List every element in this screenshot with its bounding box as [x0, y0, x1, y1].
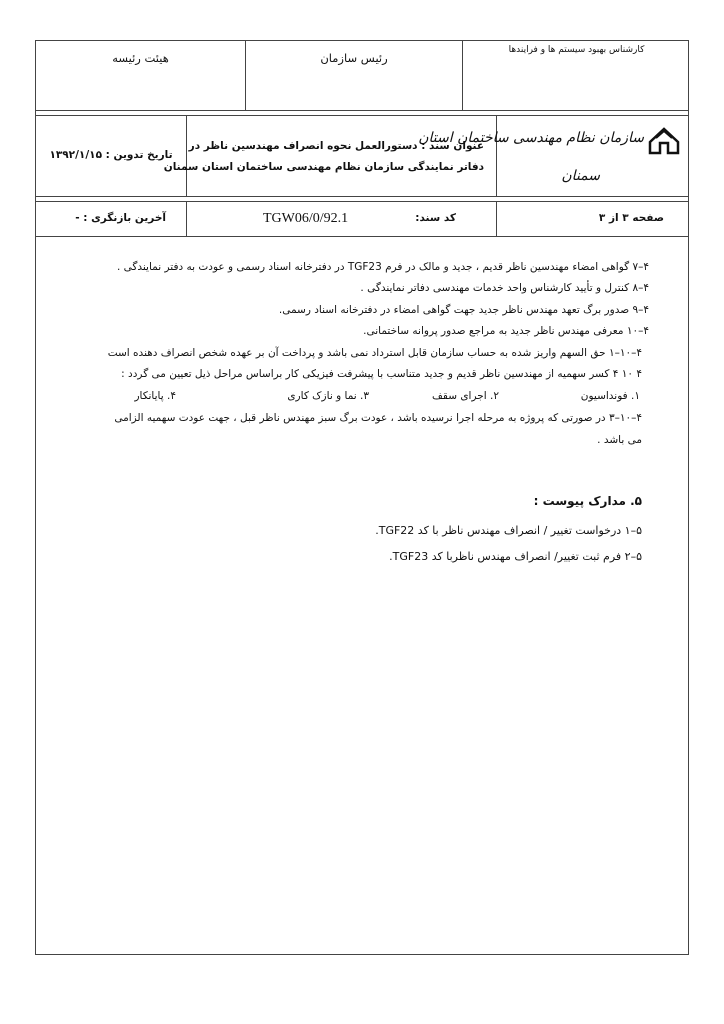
attachment-item: ۵–۲ فرم ثبت تغییر/ انصراف مهندس ناظربا کد TGF23.	[389, 550, 642, 563]
board-label: هیئت رئیسه	[112, 51, 169, 65]
title-cell	[163, 116, 496, 196]
stage-4: ۴. پایانکار	[134, 390, 176, 402]
board-cell	[36, 41, 245, 110]
signature-row	[36, 41, 688, 111]
title-line-1: عنوان سند : دستورالعمل نحوه انصراف مهندسین ناظر در	[188, 140, 484, 152]
organization-name: سازمان نظام مهندسی ساختمان استان	[418, 130, 644, 146]
revision-label: آخرین بازنگری : -	[75, 212, 166, 224]
page-label: صفحه ۳ از ۳	[598, 212, 664, 224]
body-line-4-10: ۴–۱۰ معرفی مهندس ناظر جدید به مراجع صدور پروانه ساختمانی.	[363, 325, 649, 337]
title-line-2: دفاتر نمایندگی سازمان نظام مهندسی ساختمان استان سمنان	[163, 161, 484, 173]
organization-city: سمنان	[561, 168, 600, 184]
body-line-4-10-1: ۴–۱۰–۱ حق السهم واریز شده به حساب سازمان قابل استرداد نمی باشد و پرداخت آن بر عهده شخص انصراف دهنده است	[107, 347, 642, 359]
code-row	[36, 201, 688, 237]
body-line-4-8: ۴–۸ کنترل و تأیید کارشناس واحد خدمات مهندسی دفاتر نمایندگی .	[360, 282, 649, 294]
expert-label: کارشناس بهبود سیستم ها و فرایندها	[508, 45, 645, 55]
body-line-4-10-2: ۴ ۱۰ ۴ کسر سهمیه از مهندسین ناظر قدیم و جدید متناسب با پیشرفت فیزیکی کار براساس مراحل ذیل تعیین می گردد :	[121, 368, 642, 380]
code-cell	[186, 202, 496, 236]
date-label: تاریخ تدوین : ۱۳۹۲/۱/۱۵	[49, 149, 173, 161]
body-line-continuation: می باشد .	[597, 434, 642, 446]
code-label: کد سند:	[415, 212, 456, 224]
title-row	[36, 115, 688, 197]
stage-1: ۱. فونداسیون	[580, 390, 640, 402]
logo-cell	[418, 116, 690, 196]
stage-2: ۲. اجرای سقف	[432, 390, 499, 402]
code-value: TGW06/0/92.1	[263, 211, 349, 226]
expert-cell	[462, 41, 690, 110]
attachment-item: ۵–۱ درخواست تغییر / انصراف مهندس ناظر با کد TGF22.	[375, 524, 642, 537]
attachments-heading: ۵. مدارک پیوست :	[533, 494, 642, 508]
president-cell	[245, 41, 462, 110]
stage-3: ۳. نما و نازک کاری	[287, 390, 369, 402]
body-line-4-9: ۴–۹ صدور برگ تعهد مهندس ناظر جدید جهت گواهی امضاء در دفترخانه اسناد رسمی.	[278, 304, 649, 316]
president-label: رئیس سازمان	[320, 51, 388, 65]
organization-logo-icon	[648, 126, 680, 156]
body-line-4-10-3: ۴–۱۰–۳ در صورتی که پروژه به مرحله اجرا نرسیده باشد ، عودت برگ سبز مهندس ناظر قبل ، جهت عودت سهمیه الزامی	[114, 412, 642, 424]
body-line-4-7: ۴–۷ گواهی امضاء مهندسین ناظر قدیم ، جدید و مالک در فرم TGF23 در دفترخانه اسناد رسمی و عودت به دفتر نمایندگی .	[116, 261, 649, 273]
page-cell	[496, 202, 690, 236]
revision-cell	[36, 202, 186, 236]
date-cell	[36, 116, 186, 196]
